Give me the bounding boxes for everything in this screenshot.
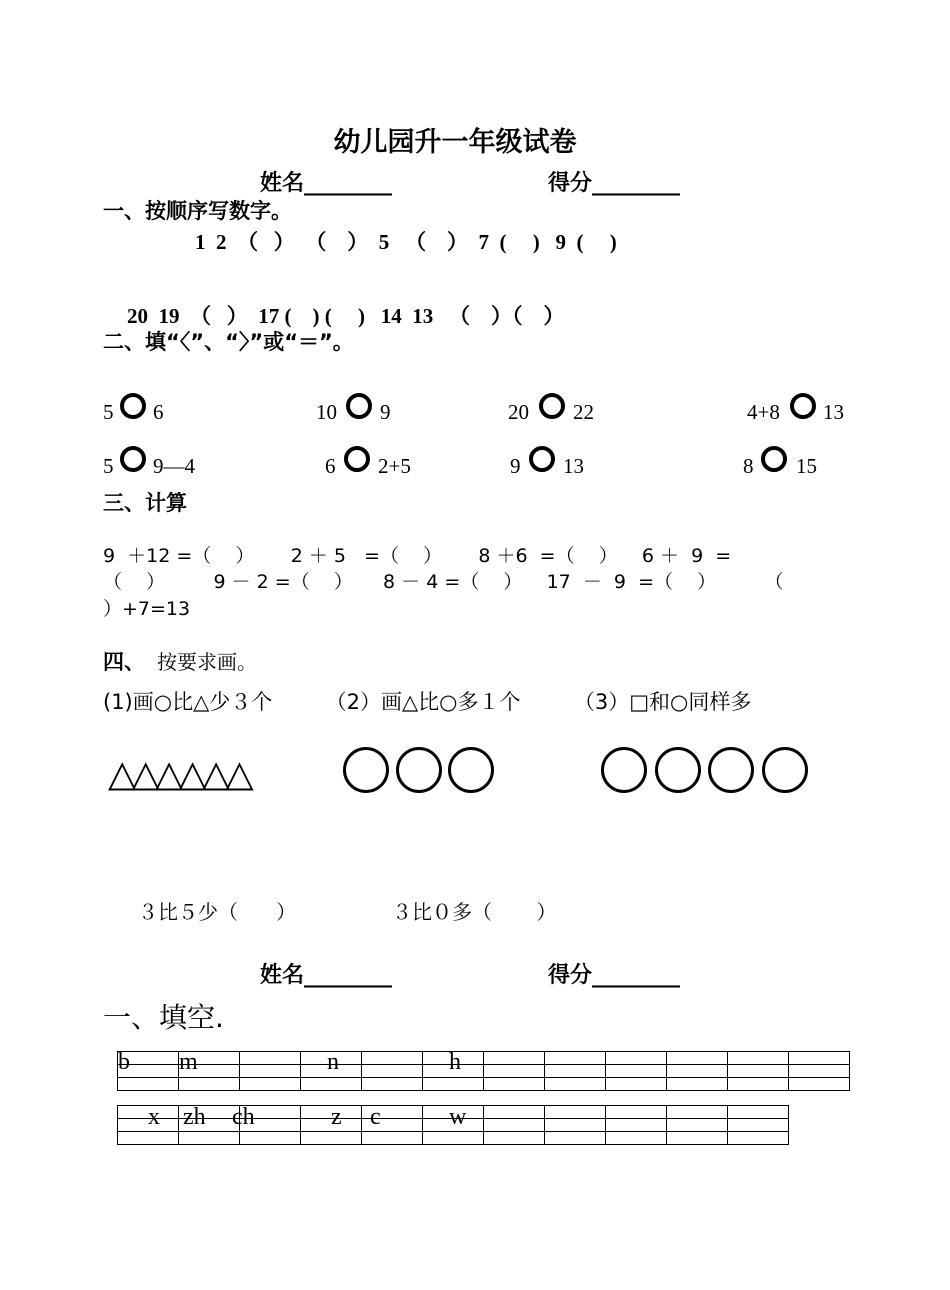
pinyin-cell[interactable] (728, 1052, 789, 1065)
score-field-label: 得分________ (548, 963, 681, 988)
compare-left: 8 (743, 454, 754, 478)
circle-shape (343, 747, 389, 793)
compare-circle-blank[interactable] (120, 446, 146, 472)
circle-shape (396, 747, 442, 793)
calc-line-3: ）+7=13 (103, 598, 191, 620)
pinyin-cell[interactable]: b (118, 1052, 179, 1065)
name-field-label: 姓名________ (260, 963, 393, 988)
pinyin-cell[interactable] (606, 1052, 667, 1065)
calc-line-2: （ ） 9 － 2 =（ ） 8 － 4 =（ ） 17 － 9 =（ ） （ (103, 571, 784, 593)
compare-circle-blank[interactable] (539, 393, 565, 419)
pinyin-cell[interactable]: n (301, 1052, 362, 1065)
compare-right: 9—4 (153, 454, 195, 478)
drawing-tasks: (1)画○比△少３个 （2）画△比○多１个 （3）□和○同样多 (103, 690, 752, 714)
pinyin-grid-2 (117, 1105, 789, 1145)
compare-left: 5 (103, 454, 114, 478)
compare-right: 6 (153, 400, 164, 424)
page-title: 幼儿园升一年级试卷 (333, 127, 577, 158)
compare-circle-blank[interactable] (529, 446, 555, 472)
circle-shape (601, 747, 647, 793)
fill-blank-heading: 一、填空. (103, 1001, 224, 1034)
compare-left: 9 (510, 454, 521, 478)
calc-line-1: 9 ＋12 =（ ） 2 ＋ 5 =（ ） 8 ＋6 =（ ） 6 ＋ 9 = (103, 545, 732, 567)
pinyin-cell[interactable]: zh (179, 1119, 240, 1132)
compare-question-2: ３比０多（ ） (392, 900, 557, 924)
section-2-heading: 二、填“〈”、“〉”或“＝”。 (103, 330, 354, 354)
pinyin-cell[interactable] (484, 1052, 545, 1065)
circle-shape (448, 747, 494, 793)
pinyin-cell[interactable]: z (301, 1119, 362, 1132)
pinyin-cell[interactable] (362, 1052, 423, 1065)
pinyin-cell[interactable] (667, 1052, 728, 1065)
pinyin-cell[interactable] (789, 1052, 850, 1065)
compare-right: 15 (796, 454, 817, 478)
pinyin-cell[interactable] (545, 1052, 606, 1065)
compare-left: 20 (508, 400, 529, 424)
compare-left: 10 (316, 400, 337, 424)
pinyin-cell[interactable] (240, 1052, 301, 1065)
compare-right: 22 (573, 400, 594, 424)
section-4-heading: 按要求画。 (157, 650, 257, 674)
compare-right: 2+5 (378, 454, 411, 478)
pinyin-cell[interactable]: x (118, 1119, 179, 1132)
compare-circle-blank[interactable] (346, 393, 372, 419)
compare-circle-blank[interactable] (344, 446, 370, 472)
pinyin-cell[interactable] (728, 1119, 789, 1132)
name-field-label: 姓名________ (260, 171, 393, 196)
compare-right: 9 (380, 400, 391, 424)
circle-shape (762, 747, 808, 793)
pinyin-cell[interactable]: m (179, 1052, 240, 1065)
sequence-row-1: 1 2 （ ） （ ） 5 （ ） 7 ( ) 9 ( ) (195, 230, 617, 254)
compare-circle-blank[interactable] (761, 446, 787, 472)
section-4-number: 四、 (103, 650, 145, 674)
pinyin-cell[interactable]: c (362, 1119, 423, 1132)
compare-left: 5 (103, 400, 114, 424)
compare-left: 4+8 (747, 400, 780, 424)
compare-right: 13 (563, 454, 584, 478)
pinyin-cell[interactable] (484, 1119, 545, 1132)
pinyin-cell[interactable] (545, 1119, 606, 1132)
pinyin-cell[interactable] (606, 1119, 667, 1132)
pinyin-cell[interactable] (667, 1119, 728, 1132)
pinyin-cell[interactable]: ch (240, 1119, 301, 1132)
circle-shape (655, 747, 701, 793)
section-3-heading: 三、计算 (103, 491, 187, 515)
sequence-row-2: 20 19 （ ） 17 ( ) ( ) 14 13 （ ）（ ） (127, 304, 565, 328)
pinyin-cell[interactable]: h (423, 1052, 484, 1065)
compare-left: 6 (325, 454, 336, 478)
compare-circle-blank[interactable] (790, 393, 816, 419)
compare-circle-blank[interactable] (120, 393, 146, 419)
score-field-label: 得分________ (548, 171, 681, 196)
pinyin-grid-1 (117, 1051, 850, 1091)
circle-shape (708, 747, 754, 793)
compare-question-1: ３比５少（ ） (138, 900, 297, 924)
pinyin-cell[interactable]: w (423, 1119, 484, 1132)
section-1-heading: 一、按顺序写数字。 (103, 199, 292, 223)
triangle-row: △△△△△△ (108, 752, 249, 795)
compare-right: 13 (823, 400, 844, 424)
